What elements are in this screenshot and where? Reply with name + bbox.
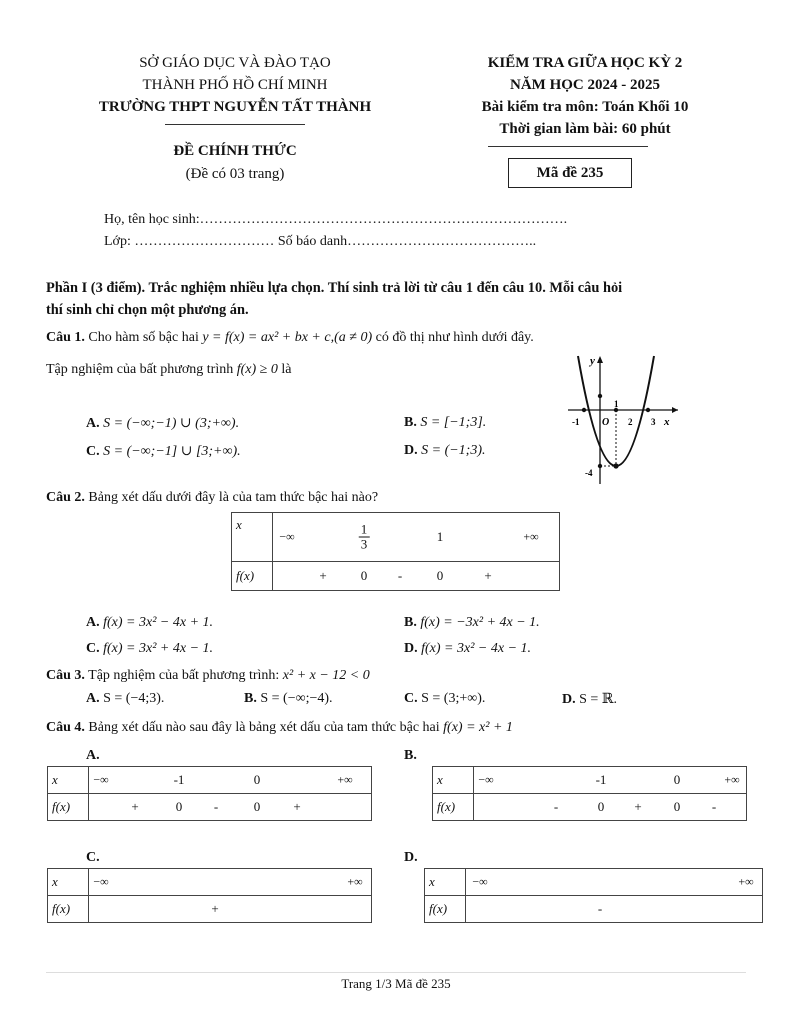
q2-root-one-third: $\frac{1}{3}$ bbox=[360, 521, 368, 552]
q4-option-c-label[interactable]: C. bbox=[86, 850, 100, 865]
q4-table-c[interactable]: x −∞ +∞ f(x) + bbox=[47, 868, 372, 923]
q4-option-d-label[interactable]: D. bbox=[404, 850, 418, 865]
q2-option-d[interactable]: D. f(x) = 3x² − 4x − 1. bbox=[404, 641, 532, 656]
y-axis-arrow bbox=[597, 356, 603, 363]
tick-3: 3 bbox=[651, 417, 656, 427]
city-name: THÀNH PHỐ HỒ CHÍ MINH bbox=[142, 77, 328, 93]
part1-title-1: Phần I (3 điểm). Trắc nghiệm nhiều lựa chọn. Thí sinh trả lời từ câu 1 đến câu 10. Mỗi câu hỏi bbox=[46, 280, 623, 296]
tick-2: 2 bbox=[628, 417, 633, 427]
x-axis-label: x bbox=[664, 416, 670, 428]
school-year: NĂM HỌC 2024 - 2025 bbox=[510, 77, 660, 93]
q2-root-one: 1 bbox=[436, 529, 444, 544]
footer-divider bbox=[46, 972, 746, 973]
q2-option-b[interactable]: B. f(x) = −3x² + 4x − 1. bbox=[404, 615, 540, 630]
origin-label: O bbox=[602, 417, 610, 428]
q2-sign-3: - bbox=[397, 568, 403, 583]
tick-minus-1: -1 bbox=[572, 417, 580, 427]
q1-line2-b: là bbox=[281, 362, 292, 377]
q4-option-a-label[interactable]: A. bbox=[86, 748, 100, 763]
q1-text-b: có đồ thị như hình dưới đây. bbox=[375, 330, 534, 345]
q1-formula: y = f(x) = ax² + bx + c,(a ≠ 0) bbox=[202, 330, 373, 345]
q4-stem bbox=[46, 720, 513, 736]
q2-stem bbox=[46, 490, 378, 506]
duration: Thời gian làm bài: 60 phút bbox=[499, 121, 671, 137]
q2-text: Bảng xét dấu dưới đây là của tam thức bậc hai nào? bbox=[88, 490, 379, 505]
q4-table-b[interactable]: x −∞ -1 0 +∞ f(x) - 0 + 0 - bbox=[432, 766, 747, 821]
q3-stem bbox=[46, 668, 370, 684]
q1-ineq: f(x) ≥ 0 bbox=[236, 362, 278, 377]
student-name-line[interactable]: Họ, tên học sinh:……………………………………………………………………. bbox=[104, 212, 568, 227]
q2-option-a[interactable]: A. f(x) = 3x² − 4x + 1. bbox=[86, 615, 214, 630]
q2-sign-4: 0 bbox=[436, 568, 444, 583]
q1-stem bbox=[46, 330, 534, 346]
q1-text-a: Cho hàm số bậc hai bbox=[88, 330, 199, 345]
q2-neg-inf: −∞ bbox=[279, 529, 295, 544]
q3-ineq: x² + x − 12 < 0 bbox=[282, 668, 370, 683]
student-id-label: Số báo danh………………………………….. bbox=[277, 234, 537, 249]
subject: Bài kiểm tra môn: Toán Khối 10 bbox=[481, 99, 689, 115]
q2-label: Câu 2. bbox=[46, 490, 85, 505]
department-name: SỞ GIÁO DỤC VÀ ĐÀO TẠO bbox=[139, 55, 331, 71]
q2-fx-header: f(x) bbox=[232, 562, 273, 591]
q1-label: Câu 1. bbox=[46, 330, 85, 345]
q2-x-header: x bbox=[232, 513, 273, 562]
header-left bbox=[80, 52, 390, 118]
q4-formula: f(x) = x² + 1 bbox=[443, 720, 513, 735]
q1-option-b[interactable]: B. S = [−1;3]. bbox=[404, 415, 487, 430]
class-line[interactable] bbox=[104, 234, 536, 250]
q3-option-b[interactable]: B. S = (−∞;−4). bbox=[244, 691, 333, 706]
q2-sign-2: 0 bbox=[360, 568, 368, 583]
q1-option-d[interactable]: D. S = (−1;3). bbox=[404, 443, 486, 458]
page-footer: Trang 1/3 Mã đề 235 bbox=[341, 976, 451, 991]
q3-option-a[interactable]: A. S = (−4;3). bbox=[86, 691, 165, 706]
q1-option-a[interactable]: A. S = (−∞;−1) ∪ (3;+∞). bbox=[86, 416, 240, 431]
exam-code-box: Mã đề 235 bbox=[508, 158, 632, 188]
school-name: TRƯỜNG THPT NGUYỄN TẤT THÀNH bbox=[98, 99, 372, 115]
q3-label: Câu 3. bbox=[46, 668, 85, 683]
q2-option-c[interactable]: C. f(x) = 3x² + 4x − 1. bbox=[86, 641, 214, 656]
q1-option-c[interactable]: C. S = (−∞;−1] ∪ [3;+∞). bbox=[86, 444, 241, 459]
tick-1: 1 bbox=[614, 399, 619, 409]
header-left-divider bbox=[165, 124, 305, 125]
x-axis-arrow bbox=[672, 407, 678, 413]
q1-line2-a: Tập nghiệm của bất phương trình bbox=[46, 362, 234, 377]
q3-text: Tập nghiệm của bất phương trình: bbox=[88, 668, 280, 683]
q1-parabola-graph bbox=[560, 350, 682, 490]
tick-minus-4: -4 bbox=[585, 468, 593, 478]
q4-text: Bảng xét dấu nào sau đây là bảng xét dấu của tam thức bậc hai bbox=[88, 720, 440, 735]
y-axis-label: y bbox=[590, 355, 595, 367]
page-count: (Đề có 03 trang) bbox=[185, 166, 285, 182]
q4-table-a[interactable]: x −∞ -1 0 +∞ f(x) + 0 - 0 + bbox=[47, 766, 372, 821]
header-right-divider bbox=[488, 146, 648, 147]
header-right bbox=[420, 52, 750, 140]
q2-sign-1: + bbox=[319, 568, 327, 583]
q3-option-d[interactable]: D. S = ℝ. bbox=[562, 692, 617, 707]
official-label: ĐỀ CHÍNH THỨC bbox=[173, 143, 297, 159]
q4-table-d[interactable]: x −∞ +∞ f(x) - bbox=[424, 868, 763, 923]
q4-option-b-label[interactable]: B. bbox=[404, 748, 417, 763]
class-label: Lớp: ………………………… bbox=[104, 234, 275, 249]
q4-label: Câu 4. bbox=[46, 720, 85, 735]
q2-sign-table bbox=[231, 512, 560, 591]
exam-title: KIỂM TRA GIỮA HỌC KỲ 2 bbox=[487, 55, 683, 71]
q2-pos-inf: +∞ bbox=[523, 529, 539, 544]
q1-line2 bbox=[46, 362, 291, 378]
q3-option-c[interactable]: C. S = (3;+∞). bbox=[404, 691, 486, 706]
q2-sign-5: + bbox=[484, 568, 492, 583]
part1-title-2: thí sinh chỉ chọn một phương án. bbox=[46, 302, 249, 318]
